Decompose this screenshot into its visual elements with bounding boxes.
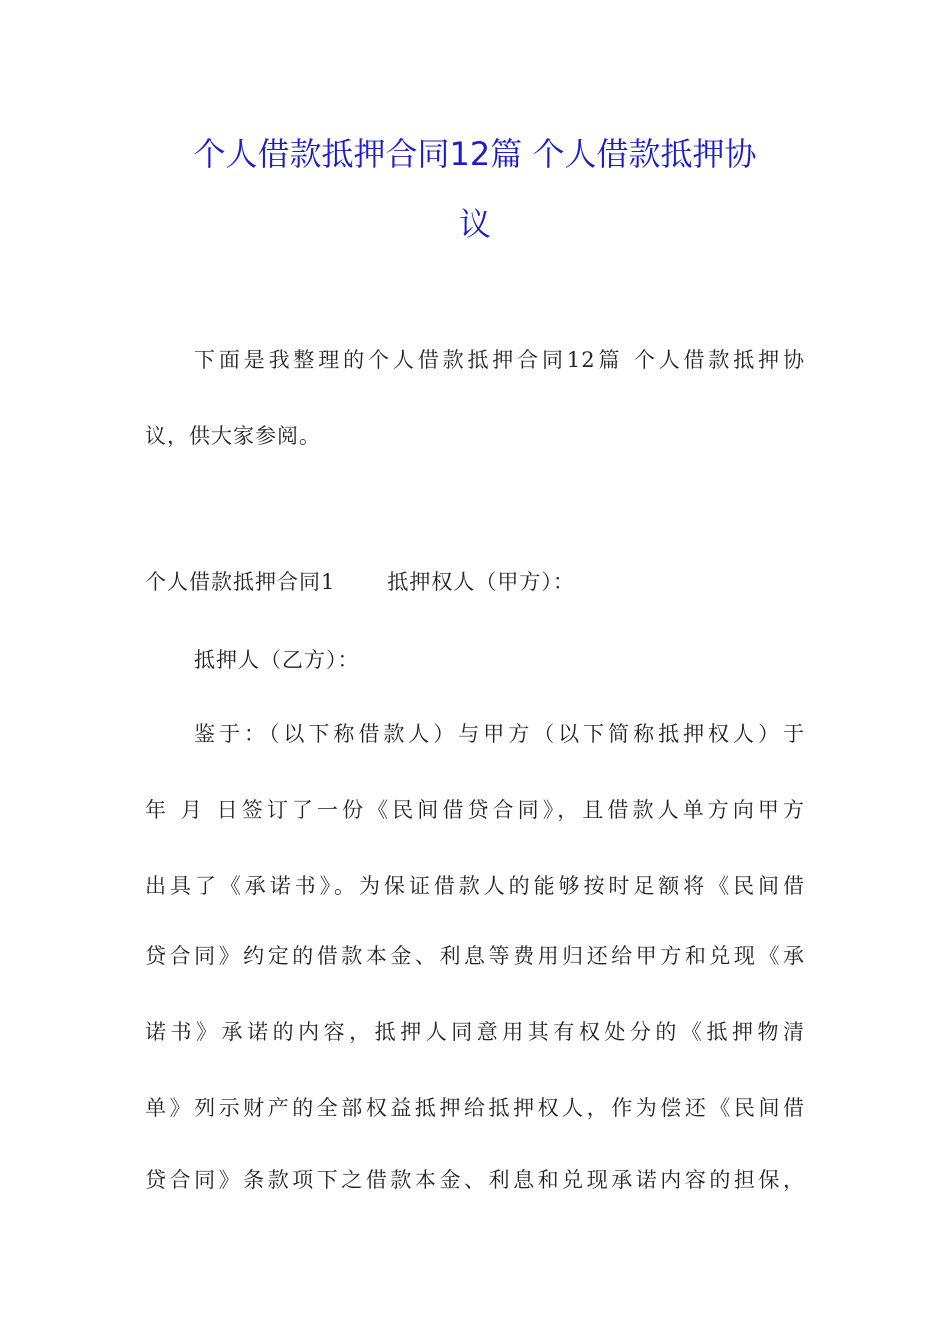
- body-line-6: 单》列示财产的全部权益抵押给抵押权人，作为偿还《民间借: [145, 1096, 805, 1120]
- body-line-4: 贷合同》约定的借款本金、利息等费用归还给甲方和兑现《承: [145, 944, 805, 968]
- body-line-1: 鉴于：（以下称借款人）与甲方（以下简称抵押权人）于: [194, 722, 805, 746]
- party-a-label: 抵押权人（甲方）：: [387, 570, 575, 594]
- intro-line-1: 下面是我整理的个人借款抵押合同12篇 个人借款抵押协: [194, 348, 805, 372]
- body-line-7: 贷合同》条款项下之借款本金、利息和兑现承诺内容的担保，: [145, 1168, 805, 1192]
- document-title-line-2: 议: [458, 205, 491, 243]
- body-line-2: 年 月 日签订了一份《民间借贷合同》，且借款人单方向甲方: [145, 798, 805, 822]
- intro-line-2: 议，供大家参阅。: [145, 424, 321, 448]
- body-line-3: 出具了《承诺书》。为保证借款人的能够按时足额将《民间借: [145, 874, 805, 898]
- section-heading-row: [145, 572, 575, 593]
- body-line-5: 诺书》承诺的内容，抵押人同意用其有权处分的《抵押物清: [145, 1020, 805, 1044]
- party-b-label: 抵押人（乙方）：: [194, 648, 360, 672]
- document-title-line-1: 个人借款抵押合同12篇 个人借款抵押协: [193, 135, 757, 173]
- section-heading: 个人借款抵押合同1: [145, 570, 336, 594]
